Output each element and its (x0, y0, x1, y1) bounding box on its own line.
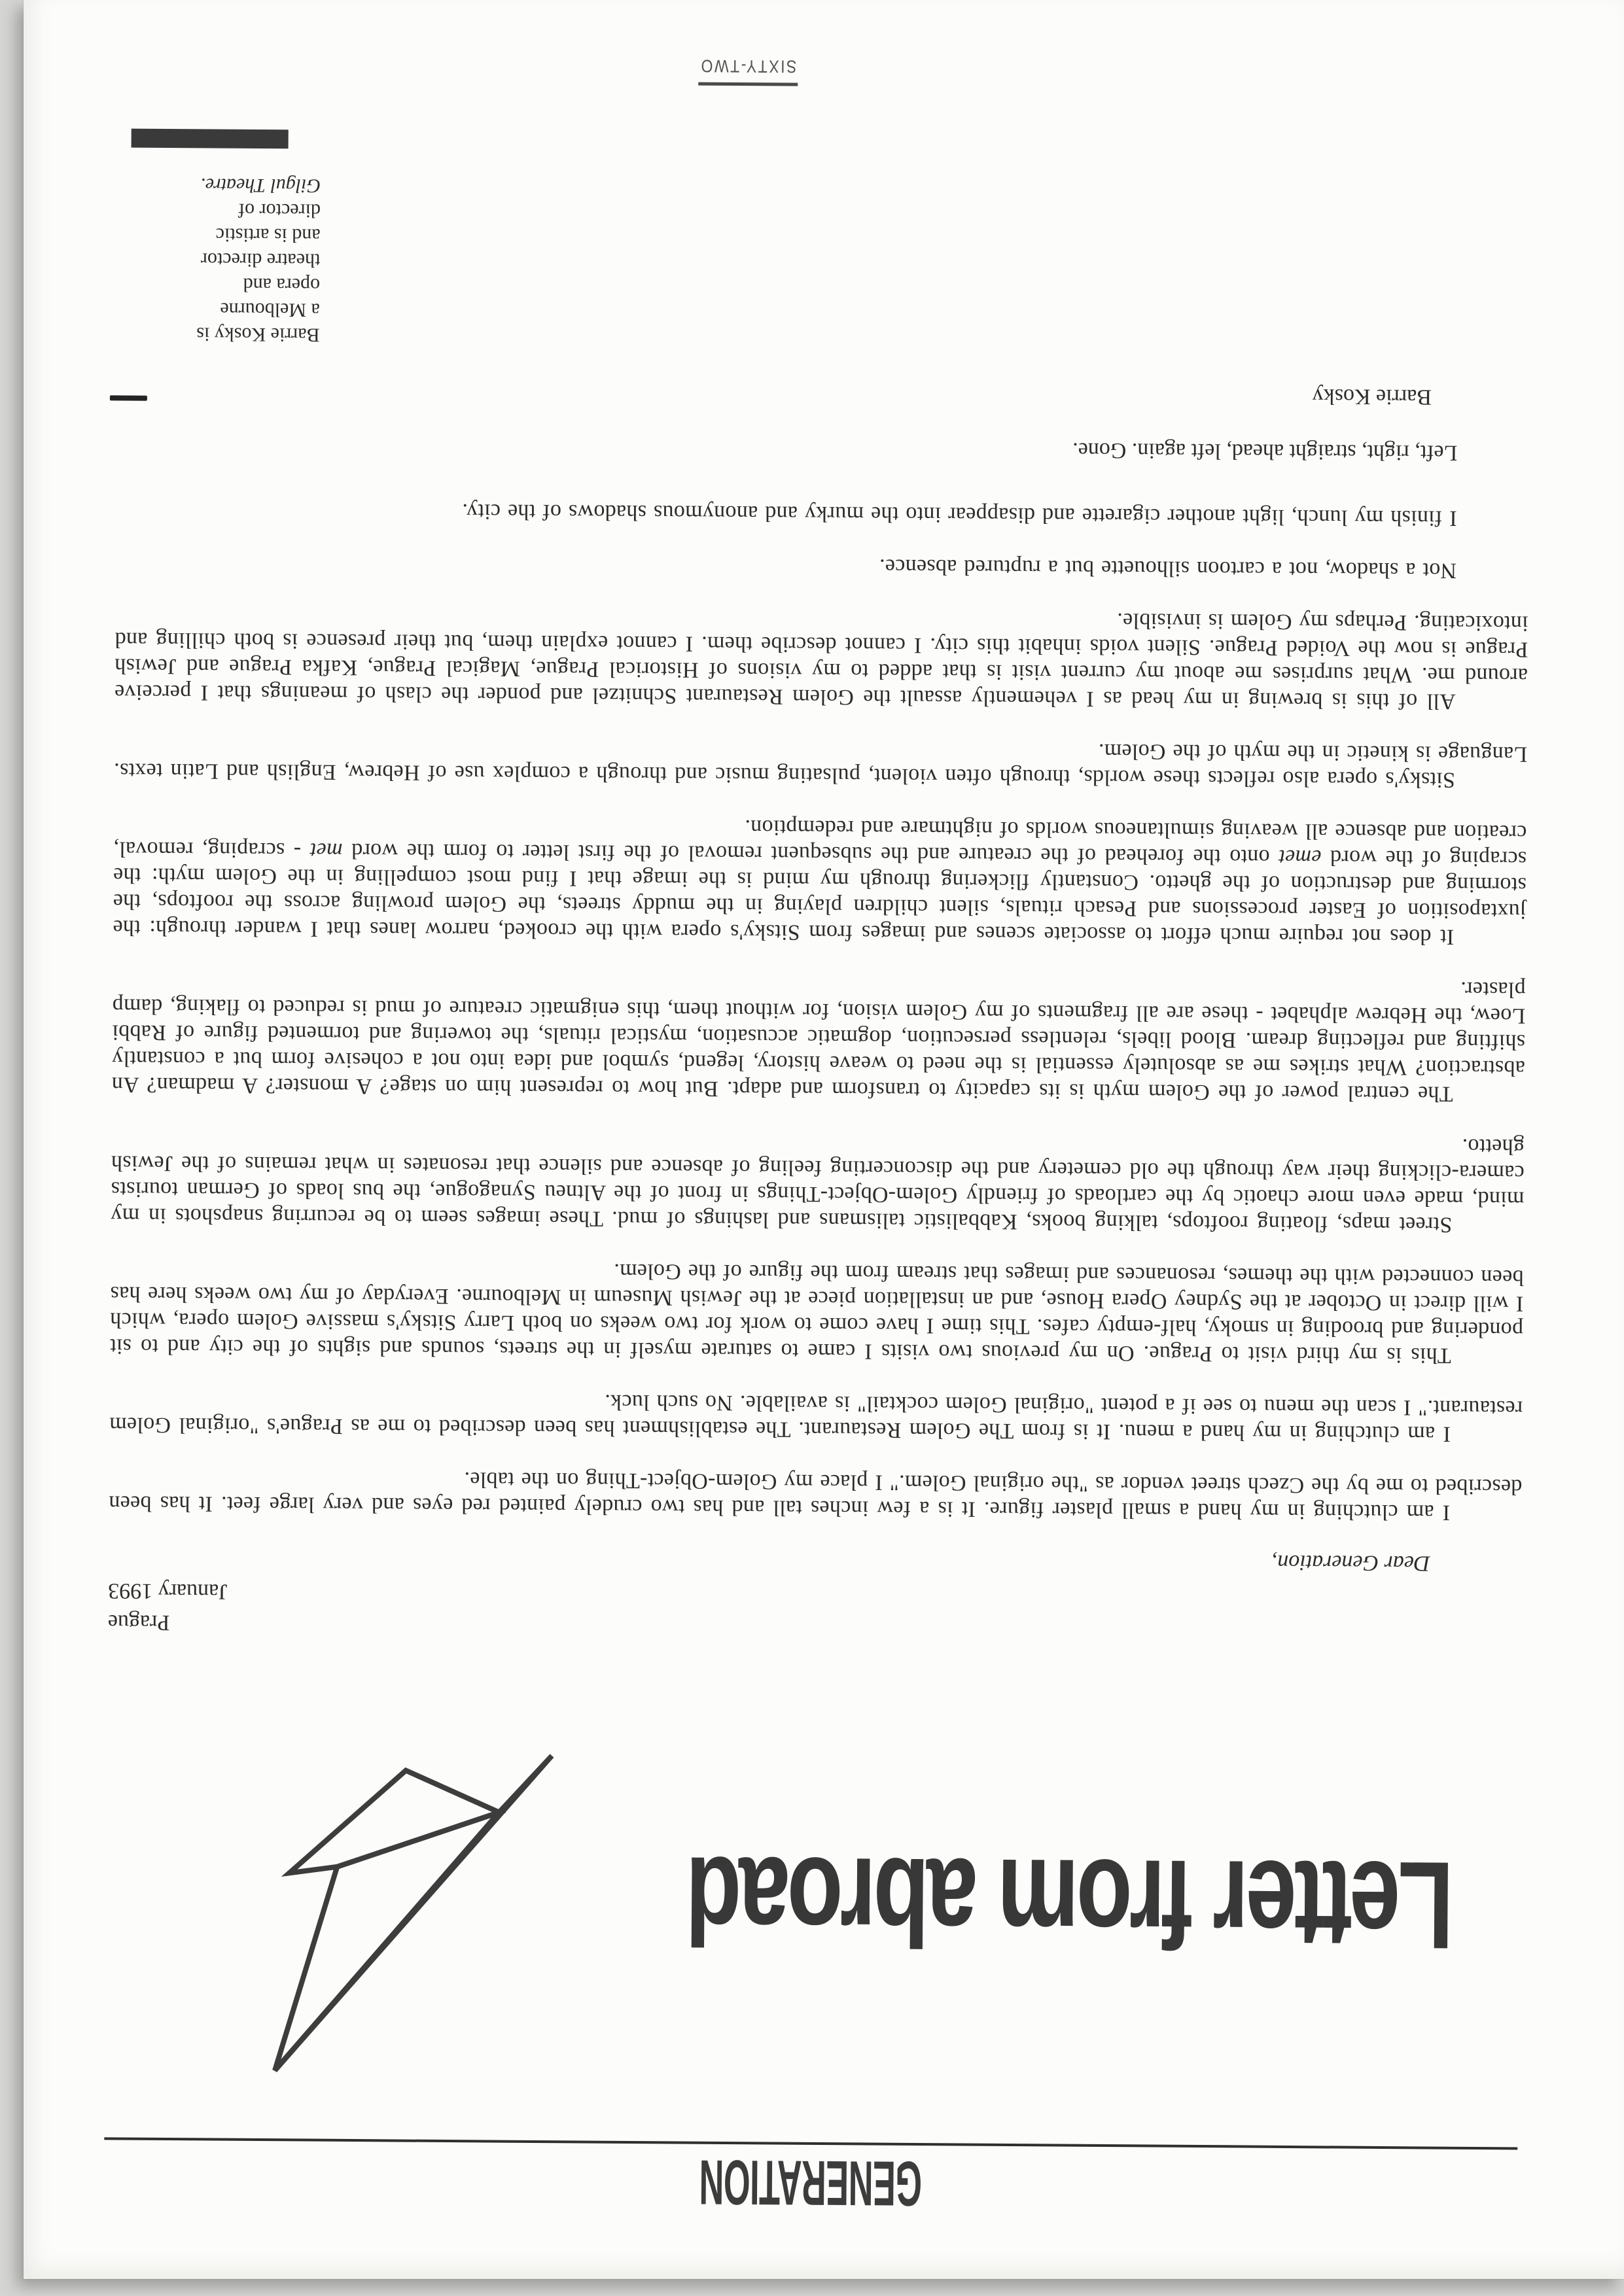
letter-body (109, 495, 1529, 1525)
page-column (24, 374, 1624, 2220)
letter-paragraph: All of this is brewing in my head as I vehemently assault the Golem Restaurant Schnitzel and ponder the clash of meanings that I perceive around me. What surprises me about my current visit is that added to my visions of Historical Prague, Magical Prague, Kafka Prague and Jewish Prague is now the Voided Prague. Silent voids inhabit this city. I cannot describe them. I cannot explain them, but their presence is both chilling and intoxicating. Perhaps my Golem is invisible. (114, 608, 1528, 714)
dateline-city: Prague (107, 1610, 170, 1635)
masthead-wrap (104, 2146, 1518, 2219)
author-bio-line: director of (238, 199, 321, 222)
masthead-title: GENERATION (699, 2146, 923, 2220)
letter-paragraph: It does not require much effort to associate scenes and images from Sitsky's opera with the crooked, narrow lanes that I wander through: the juxtaposition of Easter processions and Pesach rituals, silent children playing in the muddy streets, the Golem prowling across the rooftops, the storming and destruction of the ghetto. Constantly flickering through my mind is the image that I find most compelling in the Golem myth: the scraping of the word emet onto the forehead of the creature and the subsequent removal of the first letter to form the word met - scraping, removal, creation and absence all weaving simultaneous worlds of nightmare and redemption. (113, 815, 1527, 949)
author-bio-line: Barrie Kosky is (196, 323, 320, 346)
column-title: Letter from abroad (688, 1830, 1455, 1975)
paper-plane-icon (265, 1748, 569, 2091)
author-bio-theatre-name: Gilgul Theatre. (200, 174, 321, 197)
scanned-magazine-page (24, 0, 1624, 2279)
author-bio-line: a Melbourne (220, 298, 320, 321)
letter-paragraph: I am clutching in my hand a small plaster figure. It is a few inches tall and has two crudely painted red eyes and very large feet. It has been described to me by the Czech street vendor as "the original Golem." I place my Golem-Object-Thing on the table. (108, 1467, 1523, 1525)
salutation: Dear Generation, (1271, 1550, 1430, 1576)
page-number: SIXTY-TWO (699, 56, 797, 77)
bio-end-bar (132, 129, 289, 149)
letter-paragraph: I finish my lunch, light another cigarette and disappear into the murky and anonymous shadows of the city. (462, 499, 1457, 531)
author-bio-lines (71, 171, 321, 347)
signature: Barrie Kosky (1312, 384, 1432, 409)
author-bio (71, 128, 321, 347)
closing-line: Left, right, straight ahead, left again. Gone. (1072, 438, 1458, 465)
letter-paragraph: The central power of the Golem myth is its capacity to transform and adapt. But how to represent him on stage? A monster? A madman? An abstraction? What strikes me as absolutely essential is the need to weave history, legend, symbol and idea into not a cohesive form but a constantly shifting and reflecting dream. Blood libels, relentless persecution, dogmatic accusation, mystical rituals, the towering and tormented figure of Rabbi Loew, the Hebrew alphabet - these are all fragments of my Golem vision, for without them, this enigmatic creature of mud is reduced to flaking, damp plaster. (111, 977, 1526, 1106)
page-content-rotated (24, 0, 1624, 2279)
letter-paragraph: I am clutching in my hand a menu. It is from The Golem Restaurant. The establishment has been described to me as Prague's "original Golem restaurant." I scan the menu to see if a potent "original Golem cocktail" is available. No such luck. (109, 1389, 1523, 1446)
letter-paragraph: Street maps, floating rooftops, talking books, Kabbalistic talismans and lashings of mud. These images seem to be recurring snapshots in my mind, made even more chaotic by the cartloads of friendly Golem-Object-Things in front of the Altneu Synagogue, the bus loads of German tourists camera-clicking their way through the old cemetery and the disconcerting feeling of absence and silence that resonates in what remains of the Jewish ghetto. (111, 1134, 1525, 1237)
page-footer (584, 54, 911, 86)
letter-paragraph: Not a shadow, not a cartoon silhouette but a ruptured absence. (879, 554, 1457, 583)
dateline-date: January 1993 (108, 1578, 228, 1604)
column-logo (105, 1747, 1521, 2097)
dateline (108, 1574, 1522, 1647)
author-bio-line: opera and (243, 273, 321, 296)
author-bio-line: theatre director (200, 249, 321, 271)
author-bio-line: and is artistic (215, 224, 321, 247)
scan-artifact-mark (110, 395, 147, 400)
letter-paragraph: This is my third visit to Prague. On my previous two visits I came to saturate myself in the streets, sounds and sights of the city and to sit pondering and brooding in smoky, half-empty cafes. This time I have come to work for two weeks on both Larry Sitsky's massive Golem opera, which I will direct in October at the Sydney Opera House, and an installation piece at the Jewish Museum in Melbourne. Everyday of my two weeks here has been connected with the themes, resonances and images that stream from the figure of the Golem. (109, 1259, 1524, 1368)
letter-paragraph: Sitsky's opera also reflects these worlds, through often violent, pulsating music and through a complex use of Hebrew, English and Latin texts. Language is kinetic in the myth of the Golem. (113, 739, 1528, 792)
folio-rule (698, 82, 798, 86)
